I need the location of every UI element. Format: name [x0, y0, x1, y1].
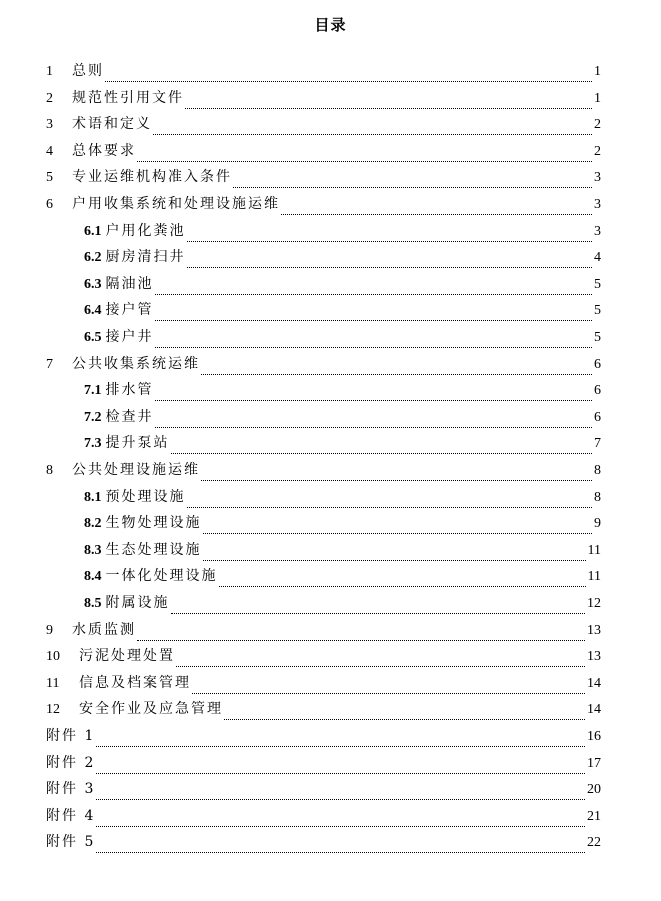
toc-entry-page-number: 3: [594, 197, 601, 212]
toc-entry-number: 11: [46, 675, 60, 691]
toc-entry-label: 提升泵站: [105, 435, 170, 452]
toc-dot-leader: [185, 108, 592, 109]
toc-entry-page-number: 5: [594, 330, 601, 345]
toc-dot-leader: [201, 480, 592, 481]
toc-dot-leader: [176, 666, 585, 667]
toc-dot-leader: [187, 241, 593, 242]
toc-entry-number: 7.1: [84, 383, 102, 399]
toc-entry-label: 专业运维机构准入条件: [72, 169, 232, 186]
toc-entry[interactable]: [46, 831, 601, 857]
toc-entry-label: 检查井: [105, 408, 154, 425]
toc-dot-leader: [281, 214, 592, 215]
toc-entry[interactable]: [84, 406, 601, 432]
toc-entry-number: 7: [46, 356, 53, 372]
toc-entry-label: 公共处理设施运维: [72, 462, 200, 478]
toc-entry-page-number: 7: [594, 436, 601, 452]
toc-entry-page-number: 14: [587, 675, 601, 691]
toc-dot-leader: [201, 374, 592, 375]
toc-entry[interactable]: [46, 87, 601, 113]
toc-entry[interactable]: [46, 698, 601, 724]
toc-entry-label: 生物处理设施: [105, 515, 202, 532]
toc-entry-number: 2: [46, 90, 53, 106]
toc-entry[interactable]: [46, 353, 601, 379]
toc-entry-page-number: 9: [594, 516, 601, 532]
toc-entry-page-number: 11: [587, 542, 601, 558]
toc-entry-page-number: 8: [594, 463, 601, 478]
toc-entry[interactable]: [46, 725, 601, 751]
toc-entry[interactable]: [84, 486, 601, 512]
toc-entry-number: 6.3: [84, 276, 102, 292]
page-title: 目录: [314, 16, 347, 34]
toc-entry-page-number: 13: [587, 622, 601, 638]
toc-entry-label: 安全作业及应急管理: [79, 701, 223, 718]
toc-entry-number: 8.5: [84, 596, 102, 611]
toc-dot-leader: [105, 81, 592, 82]
toc-entry-page-number: 3: [594, 223, 601, 239]
toc-entry-label: 隔油池: [105, 275, 154, 292]
toc-entry-number: 12: [46, 702, 60, 718]
toc-entry[interactable]: [84, 432, 601, 458]
toc-entry[interactable]: [46, 140, 601, 166]
toc-dot-leader: [187, 267, 593, 268]
toc-dot-leader: [171, 613, 586, 614]
toc-entry-label: 户用化粪池: [105, 222, 186, 239]
toc-dot-leader: [155, 400, 593, 401]
toc-entry[interactable]: [84, 592, 601, 618]
toc-entry-page-number: 3: [594, 170, 601, 186]
toc-entry-page-number: 5: [594, 276, 601, 292]
toc-entry-number: 10: [46, 649, 60, 665]
toc-dot-leader: [233, 187, 592, 188]
toc-entry-number: 3: [46, 117, 53, 133]
toc-entry-page-number: 6: [594, 409, 601, 425]
toc-entry-page-number: 6: [594, 383, 601, 399]
toc-entry-page-number: 16: [587, 729, 601, 744]
toc-entry-label: 排水管: [105, 382, 154, 399]
toc-entry-number: 8.3: [84, 542, 102, 558]
toc-dot-leader: [192, 693, 585, 694]
toc-entry-number: 6.1: [84, 223, 102, 239]
toc-entry[interactable]: [46, 619, 601, 645]
toc-entry[interactable]: [46, 645, 601, 671]
toc-entry-page-number: 12: [587, 596, 601, 611]
toc-entry-number: 8.2: [84, 516, 102, 532]
toc-entry-page-number: 13: [587, 649, 601, 665]
toc-entry-label: 信息及档案管理: [79, 674, 191, 691]
toc-dot-leader: [96, 746, 585, 747]
toc-entry-page-number: 14: [587, 702, 601, 718]
toc-entry-label: 附件 5: [46, 834, 96, 851]
toc-entry-label: 一体化处理设施: [105, 568, 218, 585]
toc-entry-number: 8.1: [84, 489, 102, 505]
toc-entry-label: 总体要求: [72, 142, 136, 159]
toc-entry[interactable]: [46, 778, 601, 804]
toc-entry-page-number: 2: [594, 143, 601, 159]
toc-entry-page-number: 4: [594, 250, 601, 266]
toc-dot-leader: [137, 640, 585, 641]
toc-entry-label: 公共收集系统运维: [72, 355, 200, 372]
toc-dot-leader: [203, 560, 586, 561]
toc-entry-number: 6.2: [84, 250, 102, 266]
toc-entry-page-number: 8: [594, 489, 601, 505]
toc-entry-label: 附件 2: [46, 754, 96, 771]
toc-entry[interactable]: [84, 379, 601, 405]
toc-entry[interactable]: [84, 273, 601, 299]
toc-dot-leader: [155, 320, 593, 321]
toc-entry-number: 9: [46, 622, 53, 638]
toc-entry-number: 6: [46, 197, 53, 212]
toc-dot-leader: [96, 826, 585, 827]
toc-dot-leader: [155, 294, 593, 295]
toc-entry-number: 7.3: [84, 436, 102, 452]
toc-entry-page-number: 6: [594, 356, 601, 372]
toc-entry[interactable]: [46, 113, 601, 139]
toc-entry[interactable]: [84, 539, 601, 565]
toc-entry-label: 户用收集系统和处理设施运维: [72, 196, 280, 212]
toc-entry-page-number: 20: [587, 782, 601, 798]
toc-entry-page-number: 21: [587, 808, 601, 824]
toc-dot-leader: [96, 799, 585, 800]
toc-entry[interactable]: [84, 246, 601, 272]
toc-entry-label: 接户井: [105, 329, 154, 345]
toc-entry-number: 8.4: [84, 569, 102, 585]
toc-entry-number: 6.4: [84, 303, 102, 319]
toc-entry[interactable]: [46, 805, 601, 831]
toc-entry-label: 接户管: [105, 302, 154, 319]
toc-entry[interactable]: [84, 326, 601, 352]
toc-entry-number: 6.5: [84, 330, 102, 345]
toc-entry-label: 附件 3: [46, 781, 96, 798]
toc-entry-page-number: 2: [594, 117, 601, 133]
toc-dot-leader: [187, 507, 593, 508]
toc-dot-leader: [155, 347, 593, 348]
toc-entry[interactable]: [46, 166, 601, 192]
toc-entry-label: 生态处理设施: [105, 541, 202, 558]
toc-entry[interactable]: [46, 193, 601, 219]
toc-dot-leader: [219, 586, 586, 587]
toc-entry-label: 厨房清扫井: [105, 249, 186, 266]
toc-entry-page-number: 17: [587, 755, 601, 771]
toc-dot-leader: [203, 533, 593, 534]
toc-entry-number: 4: [46, 143, 53, 159]
toc-dot-leader: [171, 453, 593, 454]
toc-entry[interactable]: [46, 672, 601, 698]
toc-entry-page-number: 1: [594, 90, 601, 106]
toc-dot-leader: [96, 852, 585, 853]
toc-entry-page-number: 11: [587, 569, 601, 585]
toc-entry-label: 附件 4: [46, 807, 96, 824]
toc-entry-label: 术语和定义: [72, 116, 152, 133]
toc-entry-number: 5: [46, 170, 53, 186]
toc-entry[interactable]: [84, 299, 601, 325]
toc-entry-page-number: 22: [587, 835, 601, 851]
toc-entry-label: 总则: [72, 63, 104, 79]
toc-entry-label: 附件 1: [46, 728, 96, 744]
toc-entry-label: 污泥处理处置: [79, 648, 175, 665]
toc-entry-number: 1: [46, 64, 53, 79]
toc-entry[interactable]: [84, 512, 601, 538]
toc-entry-page-number: 1: [594, 64, 601, 79]
toc-dot-leader: [153, 134, 592, 135]
toc-entry[interactable]: [84, 565, 601, 591]
toc-entry[interactable]: [46, 459, 601, 485]
toc-entry-number: 7.2: [84, 409, 102, 425]
toc-entry[interactable]: [46, 752, 601, 778]
toc-dot-leader: [96, 773, 585, 774]
toc-entry[interactable]: [84, 220, 601, 246]
toc-entry-label: 水质监测: [72, 621, 136, 638]
toc-dot-leader: [155, 427, 593, 428]
toc-entry-page-number: 5: [594, 303, 601, 319]
toc-dot-leader: [224, 719, 585, 720]
toc-entry[interactable]: [46, 60, 601, 86]
toc-entry-label: 预处理设施: [105, 488, 186, 505]
toc-entry-label: 规范性引用文件: [72, 89, 184, 106]
toc-dot-leader: [137, 161, 592, 162]
toc-entry-label: 附属设施: [105, 595, 170, 611]
toc-entry-number: 8: [46, 463, 53, 478]
